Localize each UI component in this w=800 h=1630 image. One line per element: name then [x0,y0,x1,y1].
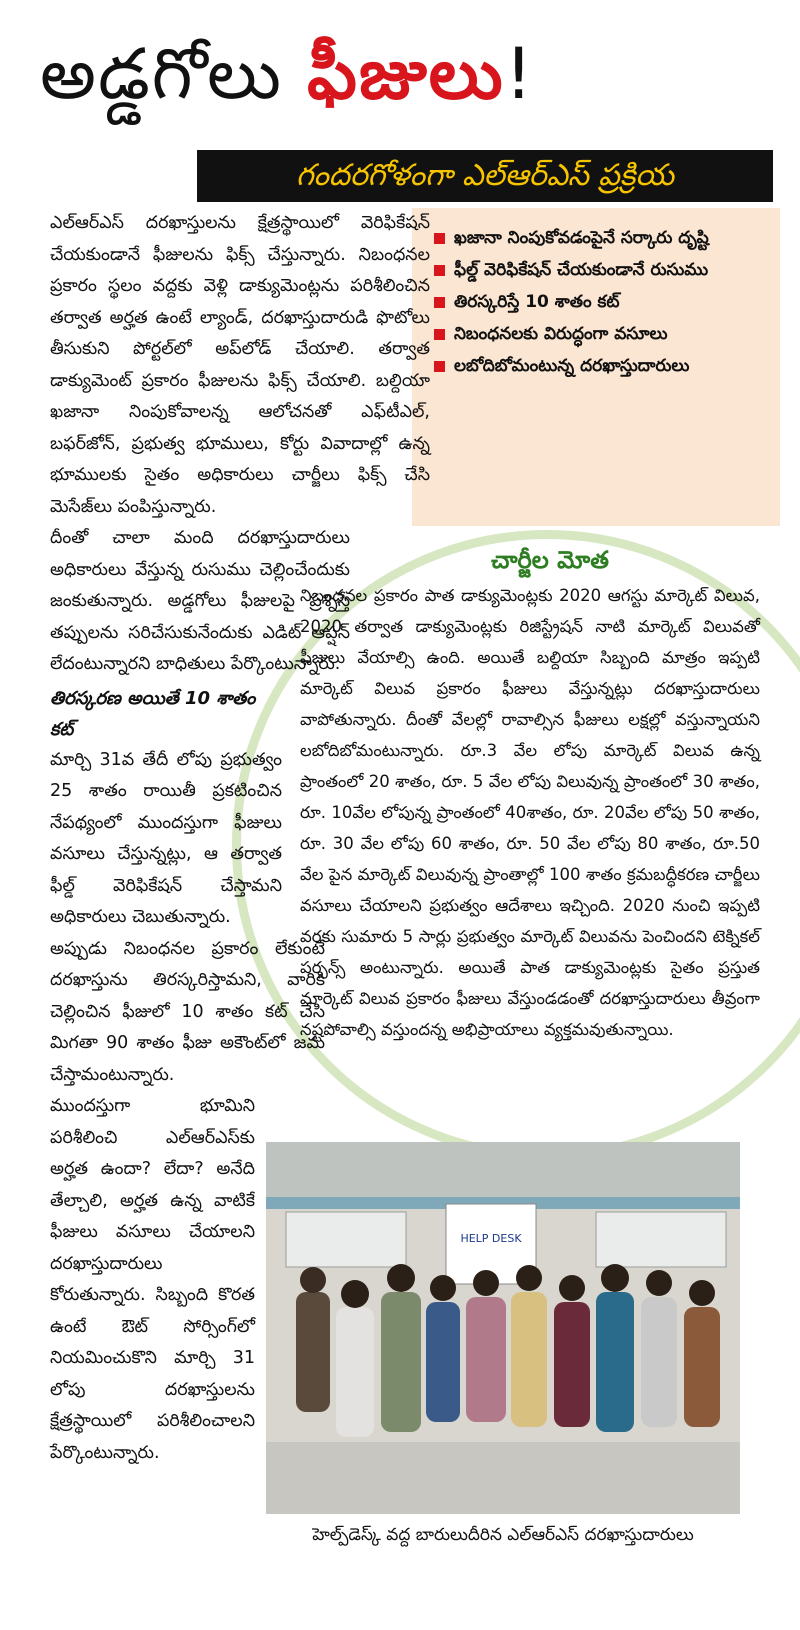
headline-exclamation: ! [504,33,535,115]
photo-illustration [266,1142,740,1514]
photo-help-desk-queue [266,1142,740,1514]
headline [40,18,760,130]
headline-part-red: ఫీజులు [307,33,505,115]
article-intro-2: దీంతో చాలా మంది దరఖాస్తుదారులు అధికారులు వేస్తున్న రుసుము చెల్లించేందుకు జంకుతున్నారు. అడ్డగోలు ఫీజులపై ప్రశ్నిస్తే తప్పులను సరిచేసుకునేందుకు ఎడిట్ ఆప్షన్ లేదంటున్నారని బాధితులు పేర్కొంటున్నారు. [50,528,350,674]
article-body-2: అప్పుడు నిబంధనల ప్రకారం లేకుంటే దరఖాస్తును తిరస్కరిస్తామని, వారికి చెల్లించిన ఫీజులో 10 శాతం కట్ చేసి మిగతా 90 శాతం ఫీజు అకౌంట్‌లో జమ చేస్తామంటున్నారు. [50,938,325,1085]
highlight-item: తిరస్కరిస్తే 10 శాతం కట్ [430,286,780,318]
charges-box [300,540,760,1045]
highlight-item: నిబంధనలకు విరుద్ధంగా వసూలు [430,318,780,350]
highlight-item: లబోదిబోమంటున్న దరఖాస్తుదారులు [430,350,780,382]
article-body-3: ముందస్తుగా భూమిని పరిశీలించి ఎల్‌ఆర్‌ఎస్‌కు అర్హత ఉందా? లేదా? అనేది తేల్చాలి, అర్హత ఉన్న వాటికే ఫీజులు వసూలు చేయాలని దరఖాస్తుదారులు కోరుతున్నారు. సిబ్బంది కొరత ఉంటే ఔట్ సోర్సింగ్‌లో నియమించుకొని మార్చి 31 లోపు దరఖాస్తులను క్షేత్రస్థాయిలో పరిశీలించాలని పేర్కొంటున్నారు. [50,1096,255,1463]
article-subheading: తిరస్కరణ అయితే 10 శాతం కట్ [50,687,256,740]
headline-part-black: అడ్డగోలు [40,33,308,115]
highlights-box [412,208,780,526]
banner-text: HELP DESK [460,1232,522,1245]
article-body-1: మార్చి 31వ తేదీ లోపు ప్రభుత్వం 25 శాతం రాయితీ ప్రకటించిన నేపథ్యంలో ముందస్తుగా ఫీజులు వసూలు చేస్తున్నట్లు, ఆ తర్వాత ఫీల్డ్ వెరిఫికేషన్ చేస్తామని అధికారులు చెబుతున్నారు. [50,749,282,927]
article-intro: ఎల్‌ఆర్‌ఎస్ దరఖాస్తులను క్షేత్రస్థాయిలో వెరిఫికేషన్ చేయకుండానే ఫీజులను ఫిక్స్ చేస్తున్నారు. నిబంధనల ప్రకారం స్థలం వద్దకు వెళ్లి డాక్యుమెంట్లను పరిశీలించిన తర్వాత అర్హత ఉంటే ల్యాండ్, దరఖాస్తుదారుడి ఫొటోలు తీసుకుని పోర్టల్‌లో అప్‌లోడ్ చేయాలి. తర్వాత డాక్యుమెంట్ ప్రకారం ఫీజులను ఫిక్స్ చేయాలి. బల్దియా ఖజానా నింపుకోవాలన్న ఆలోచనతో ఎఫ్‌టీఎల్, బఫర్‌జోన్, ప్రభుత్వ భూములు, కోర్టు వివాదాల్లో ఉన్న భూములకు సైతం అధికారులు చార్జీలు ఫిక్స్ చేసి మెసేజ్‌లు పంపిస్తున్నారు. [50,213,430,517]
charges-title: చార్జీల మోత [491,546,609,574]
highlight-item: ఖజానా నింపుకోవడంపైనే సర్కారు దృష్టి [430,222,780,254]
subheadline-bar: గందరగోళంగా ఎల్‌ఆర్‌ఎస్ ప్రక్రియ [197,150,773,202]
highlight-item: ఫీల్డ్ వెరిఫికేషన్ చేయకుండానే రుసుము [430,254,780,286]
photo-caption: హెల్ప్‌డెస్క్ వద్ద బారులుదీరిన ఎల్‌ఆర్‌ఎస్ దరఖాస్తుదారులు [312,1525,694,1545]
charges-text: నిబంధనల ప్రకారం పాత డాక్యుమెంట్లకు 2020 ఆగస్టు మార్కెట్ విలువ, 2020 తర్వాత డాక్యుమెంట్లకు రిజిస్ట్రేషన్ నాటి మార్కెట్ విలువతో ఫీజులు వేయాల్సి ఉంది. అయితే బల్దియా సిబ్బంది మాత్రం ఇప్పటి మార్కెట్ విలువ ప్రకారం ఫీజులు వేస్తున్నట్లు దరఖాస్తుదారులు వాపోతున్నారు. దీంతో వేలల్లో రావాల్సిన ఫీజులు లక్షల్లో వస్తున్నాయని లబోదిబోమంటున్నారు. రూ.3 వేల లోపు మార్కెట్ విలువ ఉన్న ప్రాంతంలో 20 శాతం, రూ. 5 వేల లోపు విలువున్న ప్రాంతంలో 30 శాతం, రూ. 10వేల లోపున్న ప్రాంతంలో 40శాతం, రూ. 20వేల లోపు 50 శాతం, రూ. 30 వేల లోపు 60 శాతం, రూ. 50 వేల లోపు 80 శాతం, రూ.50 వేల పైన మార్కెట్ విలువున్న ప్రాంతాల్లో 100 శాతం క్రమబద్ధీకరణ చార్జీలు వసూలు చేయాలని ప్రభుత్వం ఆదేశాలు ఇచ్చింది. 2020 నుంచి ఇప్పటి వరకు సుమారు 5 సార్లు ప్రభుత్వం మార్కెట్ విలువను పెంచిందని టెక్నికల్ పర్సన్స్ అంటున్నారు. అయితే పాత డాక్యుమెంట్లకు సైతం ప్రస్తుత మార్కెట్ విలువ ప్రకారం ఫీజులు వేస్తుండడంతో దరఖాస్తుదారులు తీవ్రంగా నష్టపోవాల్సి వస్తుందన్న అభిప్రాయాలు వ్యక్తమవుతున్నాయి. [300,586,760,1039]
highlights-list [412,222,780,382]
